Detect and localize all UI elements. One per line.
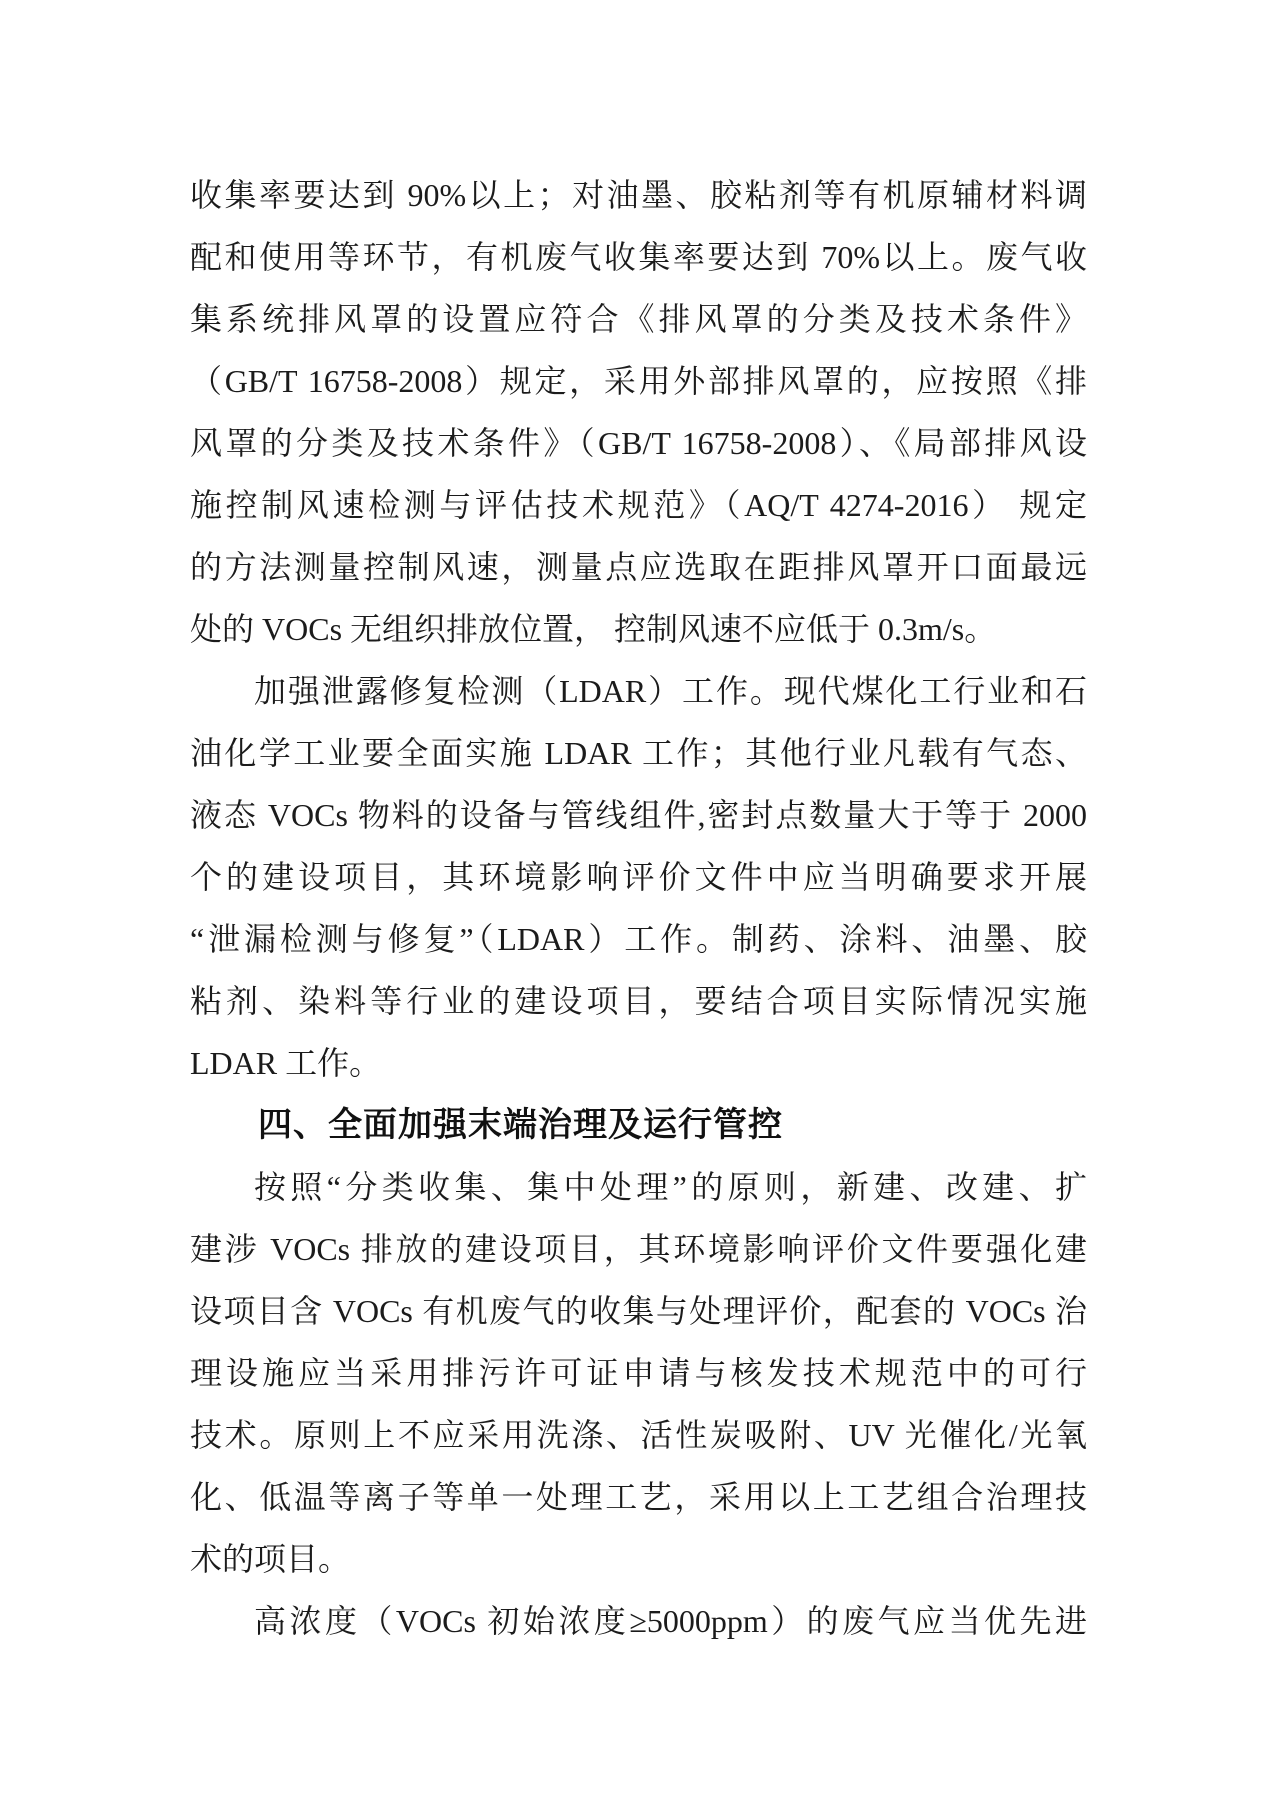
page-text-block [190, 164, 1087, 1652]
text-line: 的方法测量控制风速，测量点应选取在距排风罩开口面最远 [190, 549, 1087, 585]
text-line: 粘剂、染料等行业的建设项目，要结合项目实际情况实施 [190, 983, 1087, 1019]
text-line: “泄漏检测与修复”（LDAR）工作。制药、涂料、油墨、胶 [190, 921, 1087, 957]
text-line: 集系统排风罩的设置应符合《排风罩的分类及技术条件》 [190, 301, 1087, 337]
text-line: 化、低温等离子等单一处理工艺，采用以上工艺组合治理技 [190, 1479, 1087, 1515]
text-line: 按照“分类收集、集中处理”的原则，新建、改建、扩 [254, 1169, 1087, 1205]
text-line: 收集率要达到 90%以上；对油墨、胶粘剂等有机原辅材料调 [190, 177, 1087, 213]
text-line: 油化学工业要全面实施 LDAR 工作；其他行业凡载有气态、 [190, 735, 1087, 771]
text-line: 设项目含 VOCs 有机废气的收集与处理评价，配套的 VOCs 治 [190, 1293, 1087, 1329]
text-line: 术的项目。 [190, 1541, 351, 1577]
section-heading: 四、全面加强末端治理及运行管控 [258, 1106, 783, 1144]
text-line: 理设施应当采用排污许可证申请与核发技术规范中的可行 [190, 1355, 1087, 1391]
text-line: 处的 VOCs 无组织排放位置， 控制风速不应低于 0.3m/s。 [190, 611, 997, 647]
text-line: 施控制风速检测与评估技术规范》（AQ/T 4274-2016） 规定 [190, 487, 1087, 523]
text-line: 个的建设项目，其环境影响评价文件中应当明确要求开展 [190, 859, 1087, 895]
text-line: 液态 VOCs 物料的设备与管线组件,密封点数量大于等于 2000 [190, 797, 1087, 833]
text-line: LDAR 工作。 [190, 1045, 382, 1081]
text-line: 技术。原则上不应采用洗涤、活性炭吸附、UV 光催化/光氧 [190, 1417, 1087, 1453]
text-line: 配和使用等环节，有机废气收集率要达到 70%以上。废气收 [190, 239, 1087, 275]
text-line: 加强泄露修复检测（LDAR）工作。现代煤化工行业和石 [254, 673, 1087, 709]
text-line: （GB/T 16758-2008）规定，采用外部排风罩的，应按照《排 [190, 363, 1087, 399]
text-line: 风罩的分类及技术条件》（GB/T 16758-2008）、《局部排风设 [190, 425, 1087, 461]
text-line: 建涉 VOCs 排放的建设项目，其环境影响评价文件要强化建 [190, 1231, 1087, 1267]
text-line: 高浓度（VOCs 初始浓度≥5000ppm）的废气应当优先进 [254, 1603, 1087, 1639]
